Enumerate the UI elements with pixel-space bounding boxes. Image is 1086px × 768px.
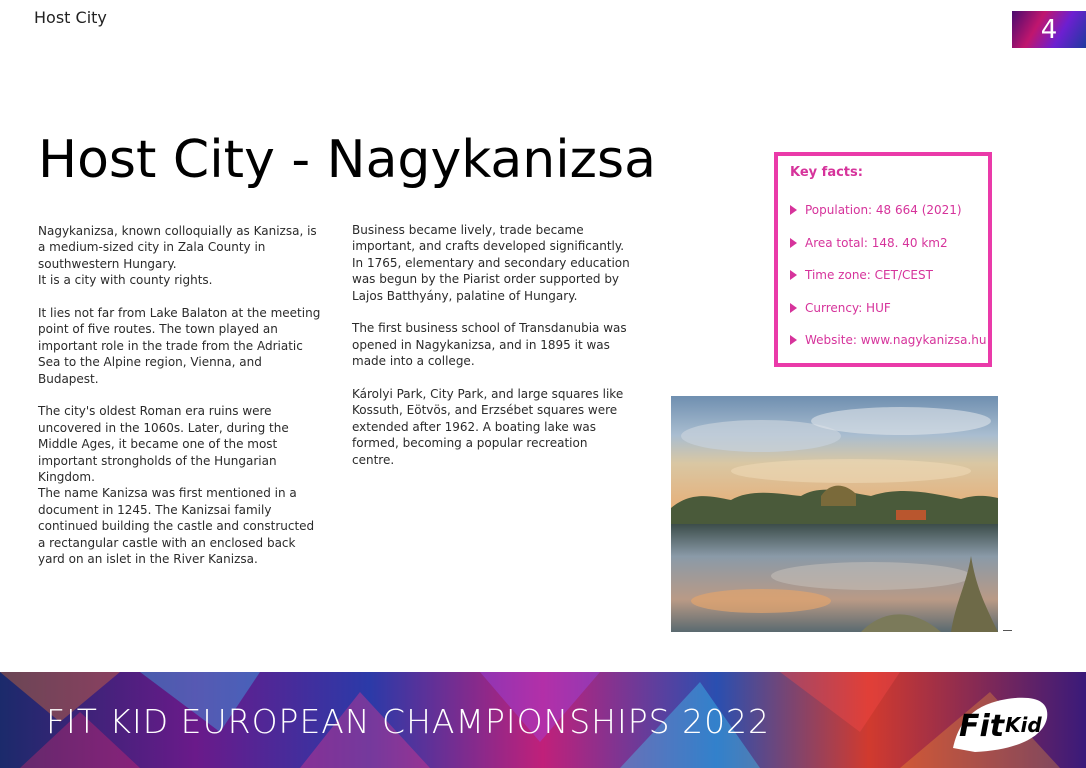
svg-text:Fit: Fit (959, 709, 1005, 744)
page-number: 4 (1040, 14, 1058, 45)
key-fact-text: Population: 48 664 (2021) (805, 203, 962, 218)
triangle-bullet-icon (790, 205, 797, 215)
triangle-bullet-icon (790, 238, 797, 248)
key-fact-text: Time zone: CET/CEST (805, 268, 933, 283)
divider (1003, 630, 1012, 631)
footer-banner (0, 672, 1086, 768)
paragraph: Business became lively, trade became important, and crafts developed significantly. In 1765, elementary and secondary education was begun by the Piarist order supported by Lajos Batthyány, palatine of Hungary. (352, 223, 630, 303)
left-text-column (38, 223, 323, 584)
paragraph: It lies not far from Lake Balaton at the meeting point of five routes. The town played an important role in the trade from the Adriatic Sea to the Alpine region, Vienna, and Budapest. (38, 306, 321, 386)
triangle-bullet-icon (790, 303, 797, 313)
fitkid-logo (945, 690, 1055, 758)
svg-text:Kid: Kid (1005, 713, 1042, 737)
key-fact-area (790, 227, 976, 260)
key-facts-box (774, 152, 992, 367)
page-number-badge (1012, 11, 1086, 48)
website-link[interactable]: Website: www.nagykanizsa.hu (805, 333, 987, 348)
key-fact-website[interactable] (790, 324, 987, 357)
key-fact-timezone (790, 259, 976, 292)
triangle-bullet-icon (790, 335, 797, 345)
paragraph: It is a city with county rights. (38, 273, 213, 288)
key-fact-text: Currency: HUF (805, 300, 891, 315)
page-title: Host City - Nagykanizsa (38, 130, 656, 190)
championship-banner-text: FIT KID EUROPEAN CHAMPIONSHIPS 2022 (46, 702, 771, 741)
triangle-bullet-icon (790, 270, 797, 280)
lake-photo (671, 396, 998, 632)
paragraph: The first business school of Transdanubia was opened in Nagykanizsa, and in 1895 it was made into a college. (352, 321, 627, 369)
header-title: Host City (34, 8, 107, 27)
paragraph: Károlyi Park, City Park, and large squares like Kossuth, Eötvös, and Erzsébet squares were extended after 1962. A boating lake was formed, becoming a popular recreation centre. (352, 387, 624, 467)
key-facts-heading: Key facts: (790, 165, 863, 180)
middle-text-column (352, 222, 632, 484)
paragraph: The name Kanizsa was first mentioned in a document in 1245. The Kanizsai family continued building the castle and constructed a rectangular castle with an enclosed back yard on an islet in the River Kanizsa. (38, 486, 315, 567)
paragraph: The city's oldest Roman era ruins were uncovered in the 1060s. Later, during the Middle Ages, it became one of the most important strongholds of the Hungarian Kingdom. (38, 404, 289, 485)
key-fact-text: Area total: 148. 40 km2 (805, 235, 948, 250)
key-fact-currency (790, 292, 976, 325)
paragraph: Nagykanizsa, known colloquially as Kanizsa, is a medium-sized city in Zala County in southwestern Hungary. (38, 224, 317, 271)
key-fact-population (790, 194, 976, 227)
